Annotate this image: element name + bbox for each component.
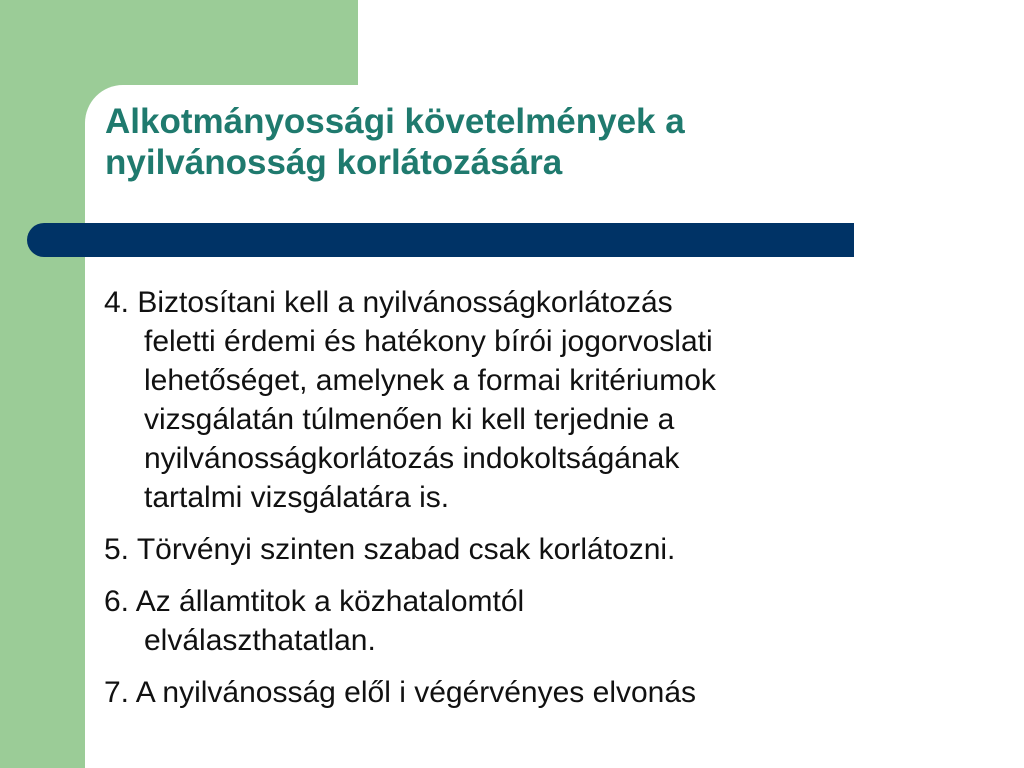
list-item xyxy=(104,673,1004,712)
slide-body xyxy=(104,283,1004,725)
list-item-line: 6. Az államtitok a közhatalomtól xyxy=(104,585,525,618)
list-item-line: 7. A nyilvánosság elől i végérvényes elvonás xyxy=(104,676,697,709)
list-item xyxy=(104,283,1004,517)
slide-title xyxy=(105,101,985,183)
title-divider-bar xyxy=(27,223,854,257)
list-item-line: lehetőséget, amelynek a formai kritériumok xyxy=(144,364,716,397)
list-item-line: elválaszthatatlan. xyxy=(144,624,376,657)
list-item-line: 4. Biztosítani kell a nyilvánosságkorlátozás xyxy=(104,286,673,319)
slide-title-line-2: nyilvánosság korlátozására xyxy=(105,143,563,182)
list-item-line: vizsgálatán túlmenően ki kell terjednie a xyxy=(144,403,675,436)
slide-title-line-1: Alkotmányossági követelmények a xyxy=(105,102,685,141)
list-item xyxy=(104,530,1004,569)
list-item-line: tartalmi vizsgálatára is. xyxy=(144,481,450,514)
list-item xyxy=(104,582,1004,660)
list-item-line: feletti érdemi és hatékony bírói jogorvoslati xyxy=(144,325,713,358)
list-item-line: 5. Törvényi szinten szabad csak korlátozni. xyxy=(104,533,676,566)
list-item-line: nyilvánosságkorlátozás indokoltságának xyxy=(144,442,680,475)
